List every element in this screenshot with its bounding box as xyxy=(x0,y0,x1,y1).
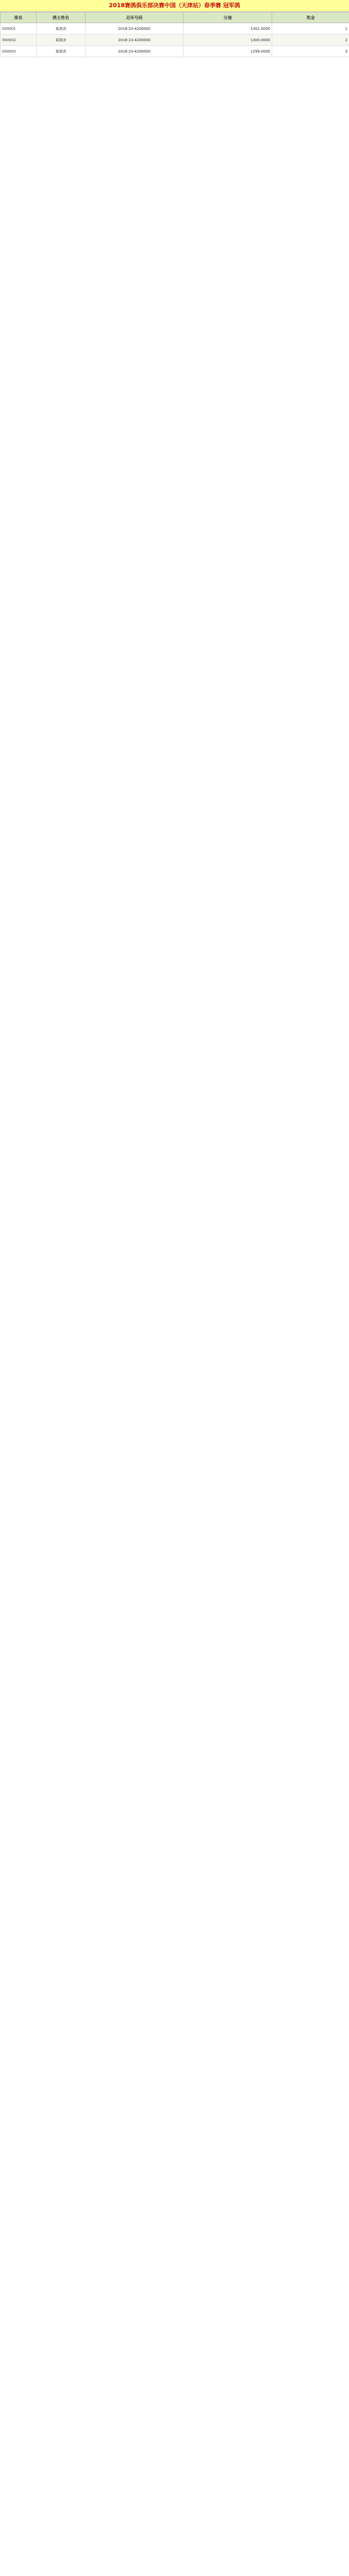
cell-rank: 000002 xyxy=(1,35,37,46)
cell-ring: 2018-23-4200000 xyxy=(86,46,184,57)
table-row xyxy=(1,35,349,46)
cell-rank: 000003 xyxy=(1,46,37,57)
column-header-rank: 排名 xyxy=(1,12,37,23)
cell-prize: 2 xyxy=(272,35,349,46)
table-row xyxy=(1,46,349,57)
table-row xyxy=(1,23,349,35)
column-header-prize: 奖金 xyxy=(272,12,349,23)
cell-ring: 2018-23-4200000 xyxy=(86,35,184,46)
cell-speed: 1299.0000 xyxy=(184,46,272,57)
cell-speed: 1300.0000 xyxy=(184,35,272,46)
cell-name: 某鸽舍 xyxy=(37,35,86,46)
results-body xyxy=(1,23,349,57)
cell-ring: 2018-23-4200000 xyxy=(86,23,184,35)
page-title: 2018赛鸽俱乐部决赛中国（天津站）春季赛 冠军鸽 xyxy=(0,0,349,12)
header-row xyxy=(1,12,349,23)
cell-name: 某鸽舍 xyxy=(37,46,86,57)
cell-name: 某鸽舍 xyxy=(37,23,86,35)
column-header-speed: 分速 xyxy=(184,12,272,23)
cell-prize: 1 xyxy=(272,23,349,35)
results-table xyxy=(0,12,349,57)
cell-prize: 3 xyxy=(272,46,349,57)
column-header-name: 鸽主姓名 xyxy=(37,12,86,23)
column-header-ring: 足环号码 xyxy=(86,12,184,23)
cell-speed: 1301.0000 xyxy=(184,23,272,35)
cell-rank: 000001 xyxy=(1,23,37,35)
